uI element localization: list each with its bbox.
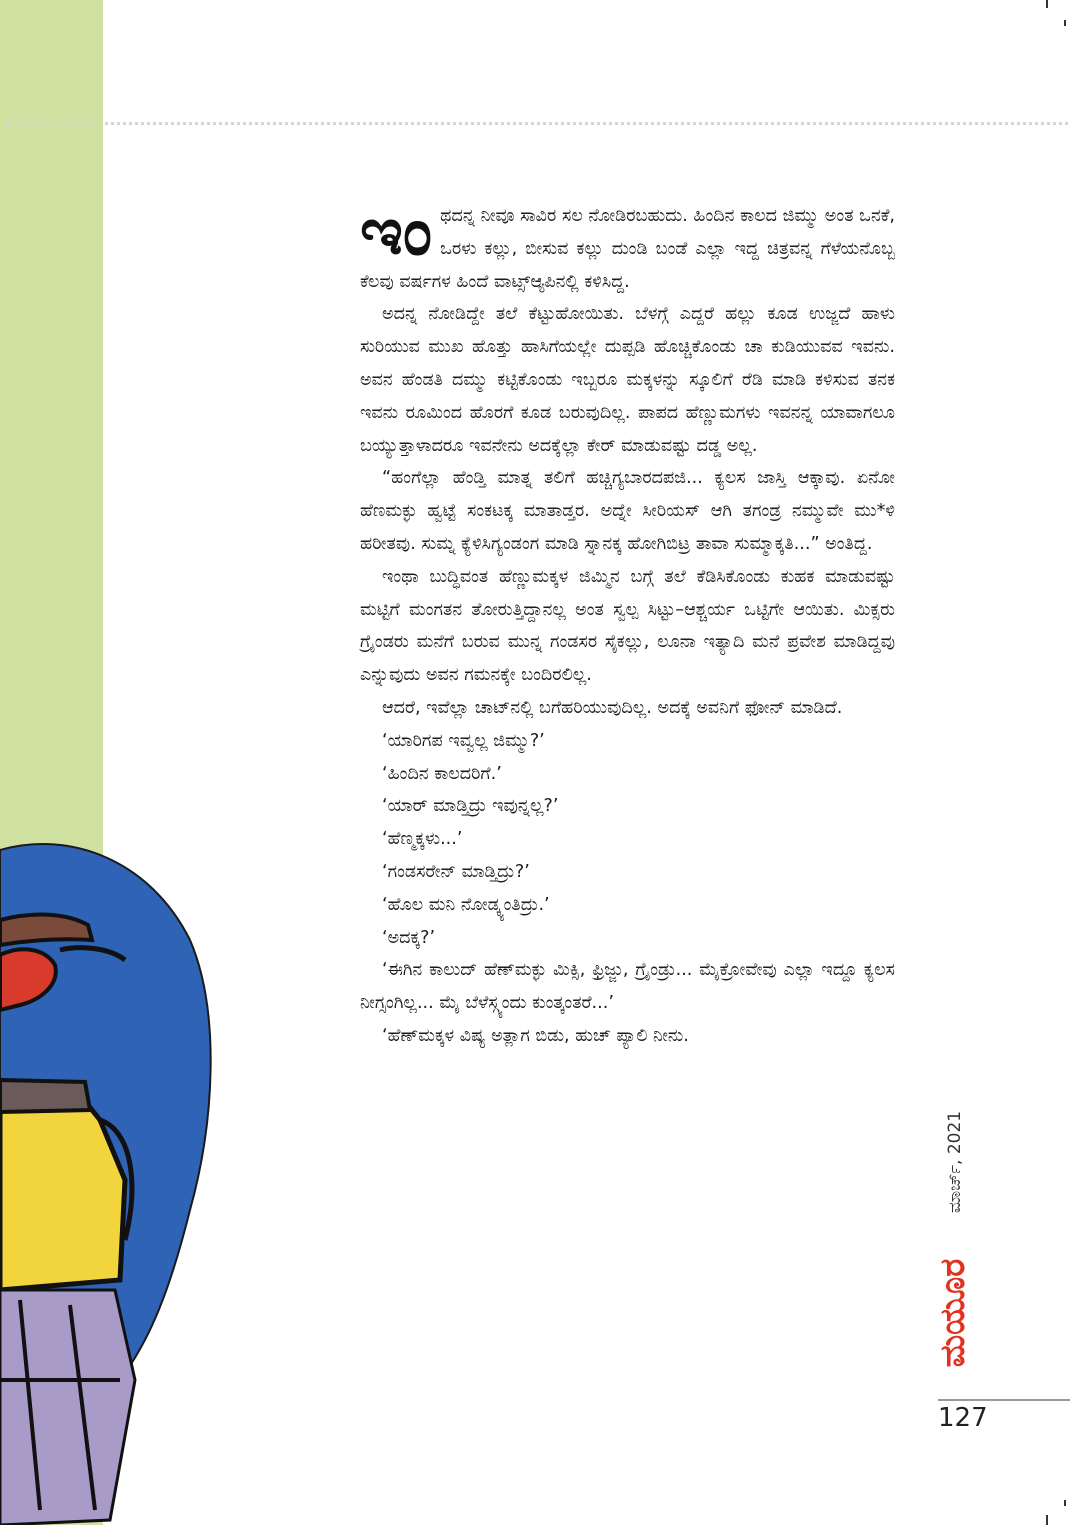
- issue-date-text: ಮಾರ್ಚ್, 2021: [945, 1110, 965, 1214]
- dialogue-line-5: ‘ಗಂಡಸರೇನ್ ಮಾಡ್ತಿದ್ರು?’: [382, 861, 530, 882]
- dialogue-line-9: ‘ಹೆಣ್‌ಮಕ್ಕಳ ವಿಷ್ಯ ಅತ್ಲಾಗ ಬಿಡು, ಹುಚ್ ಪ್ಯಾಲಿ ನೀನು.: [382, 1025, 689, 1046]
- page-number-rule: [938, 1399, 1070, 1401]
- dialogue-line-7: ‘ಅದಕ್ಕ?’: [382, 927, 436, 948]
- magazine-logo: [932, 1238, 974, 1388]
- cartoon-illustration: [0, 820, 230, 1525]
- article-paragraph-4: ಇಂಥಾ ಬುದ್ಧಿವಂತ ಹೆಣ್ಣುಮಕ್ಕಳ ಜಿಮ್ಮಿನ ಬಗ್ಗೆ ತಲೆ ಕೆಡಿಸಿಕೊಂಡು ಕುಹಕ ಮಾಡುವಷ್ಟು ಮಟ್ಟಿಗೆ ಮಂಗತನ ತೋರುತ್ತಿದ್ದಾನಲ್ಲ ಅಂತ ಸ್ವಲ್ಪ ಸಿಟ್ಟು–ಆಶ್ಚರ್ಯ ಒಟ್ಟಿಗೇ ಆಯಿತು. ಮಿಕ್ಸರು ಗ್ರೈಂಡರು ಮನೆಗೆ ಬರುವ ಮುನ್ನ ಗಂಡಸರ ಸೈಕಲ್ಲು, ಲೂನಾ ಇತ್ಯಾದಿ ಮನೆ ಪ್ರವೇಶ ಮಾಡಿದ್ದವು ಎನ್ನುವುದು ಅವನ ಗಮನಕ್ಕೇ ಬಂದಿರಲಿಲ್ಲ.: [360, 566, 895, 686]
- article-paragraph-3: “ಹಂಗೆಲ್ಲಾ ಹೆಂಡ್ತಿ ಮಾತ್ನ ತಲಿಗೆ ಹಚ್ಚಿಗ್ಯಬಾರದಪಜಿ... ಕ್ಯಲಸ ಜಾಸ್ತಿ ಆಕ್ಕಾವು. ಏನೋ ಹೆಣಮಕ್ಳು ಹ್ವಟ್ಟೆ ಸಂಕಟಕ್ಕ ಮಾತಾಡ್ತರ. ಅದ್ನೇ ಸೀರಿಯಸ್ ಆಗಿ ತಗಂಡ್ರ ನಮ್ಮುವೇ ಮು*ಳಿ ಹರೀತವು. ಸುಮ್ನ ಕ್ಯೆಳಿಸಿಗ್ಯಂಡಂಗ ಮಾಡಿ ಸ್ನಾನಕ್ಕ ಹೋಗಿಬಿಟ್ರ ತಾವಾ ಸುಮ್ಮಾಕ್ಕತಿ...” ಅಂತಿದ್ದ.: [360, 468, 895, 554]
- dialogue-line-4: ‘ಹೆಣ್ಮಕ್ಕಳು...’: [382, 829, 463, 850]
- article-paragraph-1: [360, 193, 895, 298]
- crop-mark-bottom: [1046, 1515, 1048, 1525]
- page-number: 127: [938, 1403, 988, 1433]
- dialogue-line-6: ‘ಹೊಲ ಮನಿ ನೋಡ್ಕ್ಯಂತಿದ್ರು.’: [382, 894, 550, 915]
- magazine-logo-text: ಮಯೂರ: [933, 1258, 973, 1368]
- dialogue-line-3: ‘ಯಾರ್ ಮಾಡ್ತಿದ್ರು ಇವುನ್ನಲ್ಲ?’: [382, 796, 559, 817]
- article-paragraph-5: ಆದರೆ, ಇವೆಲ್ಲಾ ಚಾಟ್‌ನಲ್ಲಿ ಬಗೆಹರಿಯುವುದಿಲ್ಲ. ಅದಕ್ಕೆ ಅವನಿಗೆ ಫೋನ್ ಮಾಡಿದೆ.: [382, 697, 843, 718]
- article-paragraph-2: ಅದನ್ನ ನೋಡಿದ್ದೇ ತಲೆ ಕೆಟ್ಟುಹೋಯಿತು. ಬೆಳಗ್ಗೆ ಎದ್ದರೆ ಹಲ್ಲು ಕೂಡ ಉಜ್ಜದೆ ಹಾಳು ಸುರಿಯುವ ಮುಖ ಹೊತ್ತು ಹಾಸಿಗೆಯಲ್ಲೇ ದುಪ್ಪಡಿ ಹೊಚ್ಚಿಕೊಂಡು ಚಾ ಕುಡಿಯುವವ ಇವನು. ಅವನ ಹೆಂಡತಿ ದಮ್ಮು ಕಟ್ಟಿಕೊಂಡು ಇಬ್ಬರೂ ಮಕ್ಕಳನ್ನು ಸ್ಕೂಲಿಗೆ ರೆಡಿ ಮಾಡಿ ಕಳಿಸುವ ತನಕ ಇವನು ರೂಮಿಂದ ಹೊರಗೆ ಕೂಡ ಬರುವುದಿಲ್ಲ. ಪಾಪದ ಹೆಣ್ಣುಮಗಳು ಇವನನ್ನ ಯಾವಾಗಲೂ ಬಯ್ಯುತ್ತಾಳಾದರೂ ಇವನೇನು ಅದಕ್ಕೆಲ್ಲಾ ಕೇರ್ ಮಾಡುವಷ್ಟು ದಡ್ಡ ಅಲ್ಲ.: [360, 304, 895, 456]
- crop-mark-right-bottom: [1064, 1500, 1066, 1506]
- article-body: [360, 193, 895, 1053]
- dialogue-line-8: ‘ಈಗಿನ ಕಾಲುದ್ ಹೆಣ್‌ಮಕ್ಳು ಮಿಕ್ಸಿ, ಫ್ರಿಜ್ಜು, ಗ್ರೈಂಡ್ರು... ಮೈಕ್ರೋವೇವು ಎಲ್ಲಾ ಇದ್ದೂ ಕ್ಯಲಸ ನೀಗ್ಸಂಗಿಲ್ಲ... ಮೈ ಬೆಳೆಸ್ಗ್ಯಂದು ಕುಂತ್ಕಂತರೆ...’: [360, 960, 895, 1014]
- dotted-separator: [8, 122, 1068, 125]
- drop-cap: ಇಂ: [360, 193, 433, 270]
- paragraph-text: ಥದನ್ನ ನೀವೂ ಸಾವಿರ ಸಲ ನೋಡಿರಬಹುದು. ಹಿಂದಿನ ಕಾಲದ ಜಿಮ್ಮು ಅಂತ ಒನಕೆ, ಒರಳು ಕಲ್ಲು, ಬೀಸುವ ಕಲ್ಲು ದುಂಡಿ ಬಂಡೆ ಎಲ್ಲಾ ಇದ್ದ ಚಿತ್ರವನ್ನ ಗೆಳೆಯನೊಬ್ಬ ಕೆಲವು ವರ್ಷಗಳ ಹಿಂದೆ ವಾಟ್ಸ್ಆ್ಯಪಿನಲ್ಲಿ ಕಳಿಸಿದ್ದ.: [360, 206, 895, 292]
- crop-mark-top: [1046, 0, 1048, 8]
- issue-date: [940, 1092, 970, 1232]
- dialogue-line-2: ‘ಹಿಂದಿನ ಕಾಲದರಿಗೆ.’: [382, 763, 502, 784]
- dialogue-line-1: ‘ಯಾರಿಗಪ ಇವ್ವಲ್ಲ ಜಿಮ್ಮು?’: [382, 730, 545, 751]
- crop-mark-right-top: [1064, 20, 1066, 26]
